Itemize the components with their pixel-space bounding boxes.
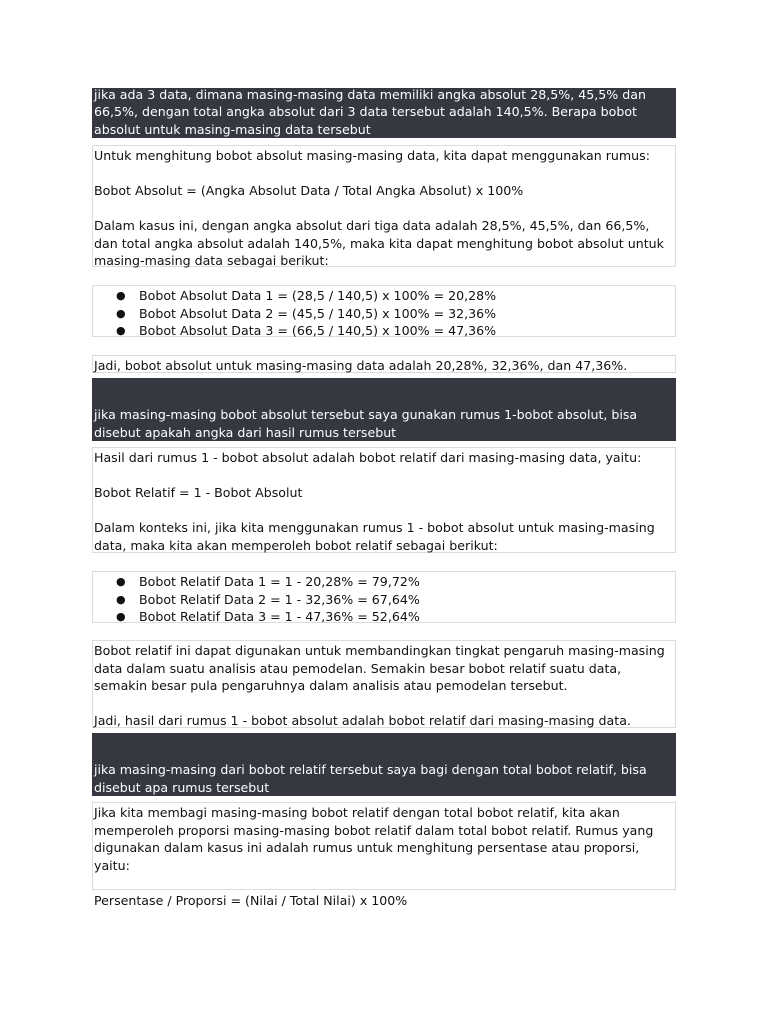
answer-1-formula: Bobot Absolut = (Angka Absolut Data / Total Angka Absolut) x 100% [94, 183, 524, 198]
bullet-icon: ● [116, 324, 126, 337]
answer-2-summary: Jadi, hasil dari rumus 1 - bobot absolut adalah bobot relatif dari masing-masing data. [94, 713, 631, 728]
question-2-text: jika masing-masing bobot absolut tersebut saya gunakan rumus 1-bobot absolut, bisa disebut apakah angka dari hasil rumus tersebut [94, 407, 638, 440]
answer-2-list [92, 571, 676, 623]
bullet-icon: ● [116, 592, 126, 606]
list-item: ● Bobot Absolut Data 1 = (28,5 / 140,5) x 100% = 20,28% [116, 288, 497, 303]
answer-1-intro: Untuk menghitung bobot absolut masing-masing data, kita dapat menggunakan rumus: [94, 148, 650, 163]
list-item: ● Bobot Relatif Data 3 = 1 - 47,36% = 52,64% [116, 609, 420, 624]
answer-2 [92, 447, 676, 553]
question-3-text: jika masing-masing dari bobot relatif tersebut saya bagi dengan total bobot relatif, bisa disebut apa rumus tersebut [94, 762, 647, 795]
bullet-icon: ● [116, 289, 126, 302]
question-1-text: jika ada 3 data, dimana masing-masing data memiliki angka absolut 28,5%, 45,5% dan 66,5%, dengan total angka absolut dari 3 data tersebut adalah 140,5%. Berapa bobot absolut untuk masing-masing data tersebut [94, 86, 646, 137]
list-item: ● Bobot Absolut Data 3 = (66,5 / 140,5) x 100% = 47,36% [116, 323, 497, 338]
answer-1-conclusion [92, 355, 676, 373]
list-item: ● Bobot Relatif Data 2 = 1 - 32,36% = 67,64% [116, 591, 420, 607]
answer-3 [92, 802, 676, 908]
bullet-icon: ● [116, 306, 126, 320]
question-2 [92, 378, 676, 441]
answer-1-conclusion-text: Jadi, bobot absolut untuk masing-masing data adalah 20,28%, 32,36%, dan 47,36%. [94, 358, 628, 373]
answer-3-intro: Jika kita membagi masing-masing bobot relatif dengan total bobot relatif, kita akan memperoleh proporsi masing-masing bobot relatif dalam total bobot relatif. Rumus yang digunakan dalam kasus ini adalah rumus untuk menghitung persentase atau proporsi, yaitu: [94, 805, 654, 873]
answer-1-explanation: Dalam kasus ini, dengan angka absolut dari tiga data adalah 28,5%, 45,5%, dan 66,5%, dan total angka absolut adalah 140,5%, maka kita dapat menghitung bobot absolut untuk masing-masing data sebagai berikut: [94, 218, 664, 268]
answer-2-conclusion [92, 640, 676, 728]
list-item: ● Bobot Relatif Data 1 = 1 - 20,28% = 79,72% [116, 574, 420, 589]
answer-2-explanation: Dalam konteks ini, jika kita menggunakan rumus 1 - bobot absolut untuk masing-masing data, maka kita akan memperoleh bobot relatif sebagai berikut: [94, 520, 655, 553]
answer-2-conclusion-text: Bobot relatif ini dapat digunakan untuk membandingkan tingkat pengaruh masing-masing data dalam suatu analisis atau pemodelan. Semakin besar bobot relatif suatu data, semakin besar pula pengaruhnya dalam analisis atau pemodelan tersebut. [94, 643, 665, 693]
answer-1 [92, 145, 676, 267]
question-3 [92, 733, 676, 796]
answer-1-list [92, 285, 676, 337]
question-1 [92, 88, 676, 138]
bullet-icon: ● [116, 610, 126, 623]
answer-2-intro: Hasil dari rumus 1 - bobot absolut adalah bobot relatif dari masing-masing data, yaitu: [94, 450, 642, 465]
answer-3-formula: Persentase / Proporsi = (Nilai / Total Nilai) x 100% [94, 892, 408, 908]
answer-2-formula: Bobot Relatif = 1 - Bobot Absolut [94, 485, 303, 500]
list-item: ● Bobot Absolut Data 2 = (45,5 / 140,5) x 100% = 32,36% [116, 305, 497, 321]
bullet-icon: ● [116, 575, 126, 588]
